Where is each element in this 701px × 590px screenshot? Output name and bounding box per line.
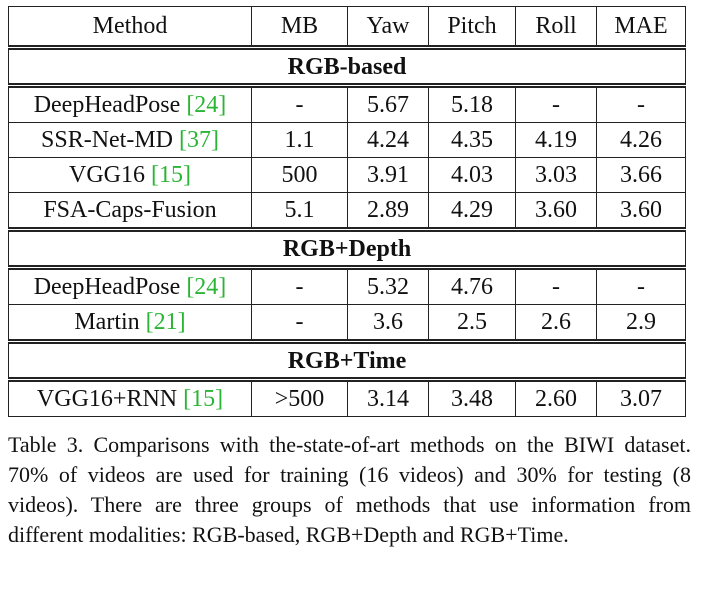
group-title: RGB+Depth [9,230,686,268]
yaw-cell: 3.91 [348,158,429,193]
header-row [9,7,686,48]
citation-link[interactable]: [15] [183,386,224,412]
table-row [9,380,686,417]
yaw-cell: 4.24 [348,123,429,158]
group-title: RGB-based [9,48,686,86]
pitch-cell: 4.35 [429,123,516,158]
mb-cell: - [252,268,348,305]
comparison-table [8,6,686,417]
citation-link[interactable]: [24] [186,274,227,300]
method-name: DeepHeadPose [33,92,181,118]
mae-cell: - [597,86,686,123]
table-row [9,86,686,123]
method-name: DeepHeadPose [33,274,181,300]
mb-cell: 500 [252,158,348,193]
table-row [9,158,686,193]
method-name: VGG16+RNN [36,386,178,412]
table-row [9,268,686,305]
roll-cell: 2.6 [516,305,597,342]
mae-cell: 3.60 [597,193,686,230]
roll-cell: - [516,268,597,305]
header-roll: Roll [516,7,597,48]
header-mae: MAE [597,7,686,48]
group-header-row [9,230,686,268]
header-yaw: Yaw [348,7,429,48]
citation-link[interactable]: [15] [151,162,191,188]
table-caption: Table 3. Comparisons with the-state-of-art methods on the BIWI dataset. 70% of videos are used for training (16 videos) and 30% for testing (8 videos). There are three groups of methods that use information from different modalities: RGB-based, RGB+Depth and RGB+Time. [8,432,691,547]
method-cell [9,268,252,305]
pitch-cell: 2.5 [429,305,516,342]
header-pitch: Pitch [429,7,516,48]
pitch-cell: 4.76 [429,268,516,305]
mb-cell: 1.1 [252,123,348,158]
mae-cell: 2.9 [597,305,686,342]
pitch-cell: 4.29 [429,193,516,230]
pitch-cell: 3.48 [429,380,516,417]
citation-link[interactable]: [21] [145,309,186,335]
citation-link[interactable]: [37] [179,127,219,153]
method-cell [9,193,252,230]
mb-cell: >500 [252,380,348,417]
yaw-cell: 2.89 [348,193,429,230]
method-cell [9,305,252,342]
mae-cell: 3.66 [597,158,686,193]
roll-cell: 3.60 [516,193,597,230]
mb-cell: - [252,86,348,123]
header-method: Method [9,7,252,48]
method-cell [9,158,252,193]
method-name: Martin [74,309,140,335]
table-row [9,123,686,158]
group-header-row [9,48,686,86]
citation-link[interactable]: [24] [186,92,227,118]
roll-cell: 3.03 [516,158,597,193]
table-row [9,193,686,230]
roll-cell: - [516,86,597,123]
method-cell [9,123,252,158]
yaw-cell: 3.14 [348,380,429,417]
group-title: RGB+Time [9,342,686,380]
yaw-cell: 3.6 [348,305,429,342]
pitch-cell: 5.18 [429,86,516,123]
yaw-cell: 5.32 [348,268,429,305]
roll-cell: 2.60 [516,380,597,417]
roll-cell: 4.19 [516,123,597,158]
pitch-cell: 4.03 [429,158,516,193]
method-cell [9,86,252,123]
header-mb: MB [252,7,348,48]
mb-cell: 5.1 [252,193,348,230]
mae-cell: 4.26 [597,123,686,158]
method-name: VGG16 [69,162,145,188]
table-row [9,305,686,342]
table-body [9,48,686,417]
method-name: SSR-Net-MD [41,127,174,153]
group-header-row [9,342,686,380]
method-cell [9,380,252,417]
method-name: FSA-Caps-Fusion [43,197,217,223]
mae-cell: - [597,268,686,305]
mae-cell: 3.07 [597,380,686,417]
mb-cell: - [252,305,348,342]
yaw-cell: 5.67 [348,86,429,123]
